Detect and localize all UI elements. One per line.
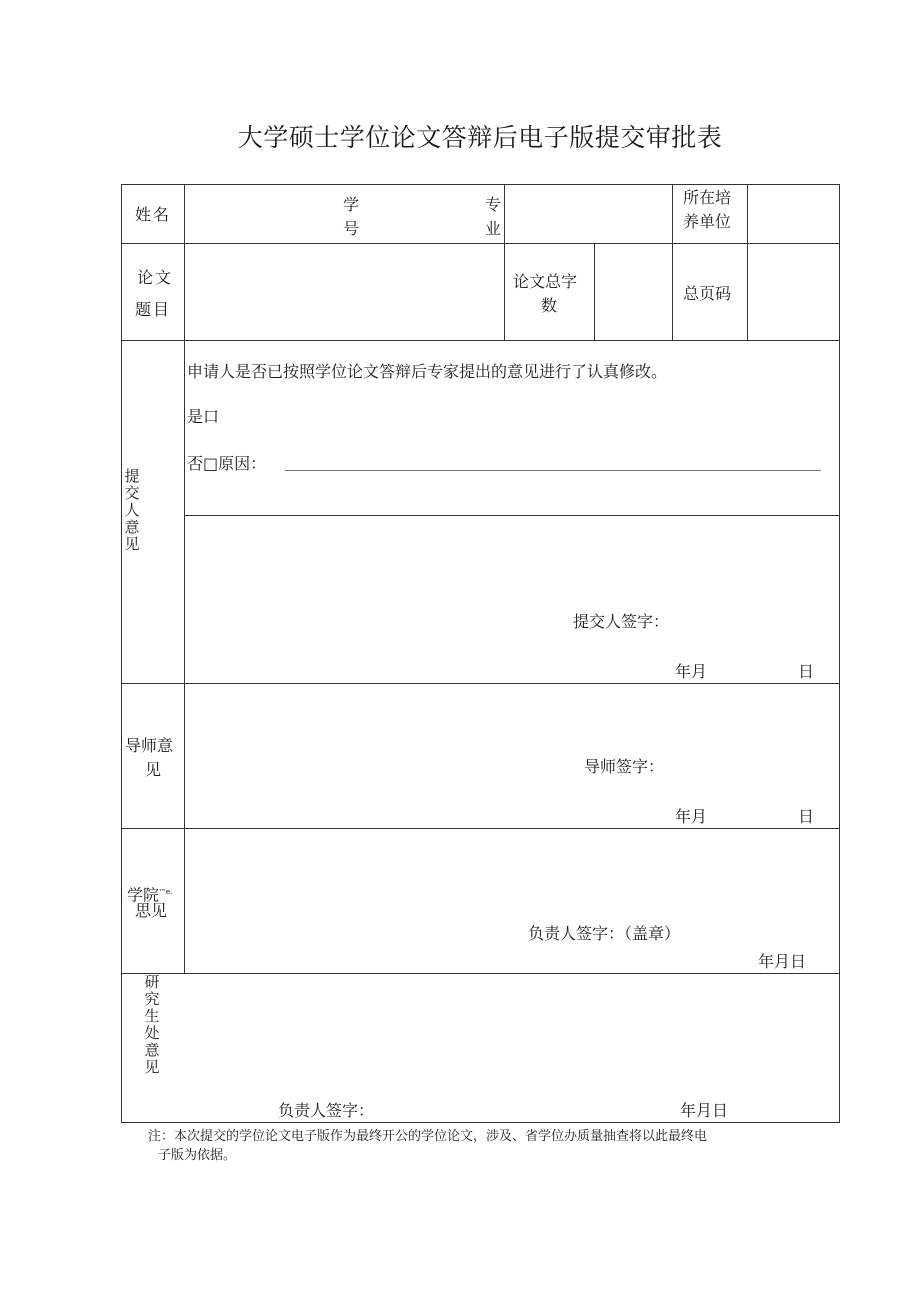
row-divider — [121, 340, 840, 341]
column-divider — [747, 184, 748, 340]
advisor-section-label-2: 见 — [145, 760, 162, 779]
table-border-top — [121, 184, 840, 185]
total-pages-label: 总页码 — [683, 284, 732, 303]
college-section-label-2: 思见 — [135, 901, 168, 920]
student-id-label-1: 学 — [343, 195, 360, 214]
graduate-office-signature-label: 负责人签字： — [278, 1101, 375, 1120]
label-char: 意 — [144, 1041, 160, 1059]
yes-option[interactable]: 是口 — [187, 407, 220, 426]
footnote-line-1: 注：本次提交的学位论文电子版作为最终开公的学位论文，涉及、省学位办质量抽查将以此最终电 — [148, 1129, 708, 1144]
row-divider — [184, 515, 840, 516]
advisor-date-year-month: 年月 — [675, 807, 708, 826]
graduate-office-date: 年月日 — [680, 1101, 729, 1120]
label-char: 见 — [124, 535, 140, 553]
name-label: 姓名 — [135, 205, 172, 224]
row-divider — [121, 243, 840, 244]
submitter-signature-label: 提交人签字： — [573, 612, 670, 631]
training-unit-label-1: 所在培 — [683, 188, 732, 207]
label-char: 人 — [124, 501, 140, 519]
advisor-section-label-1: 导师意 — [125, 736, 174, 755]
revision-question: 申请人是否已按照学位论文答辩后专家提出的意见进行了认真修改。 — [187, 362, 668, 381]
college-label-small-text: ™e. — [159, 888, 173, 896]
no-option[interactable]: 否□原因： — [187, 454, 267, 473]
row-divider — [121, 973, 840, 974]
label-char: 究 — [144, 990, 160, 1008]
table-border-bottom — [121, 1122, 840, 1123]
college-label-text: 学院 — [127, 885, 160, 905]
page-title: 大学硕士学位论文答辩后电子版提交审批表 — [237, 123, 723, 152]
training-unit-label-2: 养单位 — [683, 212, 732, 231]
label-char: 见 — [144, 1058, 160, 1076]
row-divider — [121, 828, 840, 829]
column-divider — [504, 184, 505, 340]
major-label-1: 专 — [485, 195, 502, 214]
table-border-left — [121, 184, 122, 1123]
column-divider — [184, 184, 185, 973]
thesis-title-label-1: 论文 — [137, 268, 174, 287]
graduate-office-section-label — [143, 974, 161, 1076]
label-char: 生 — [144, 1007, 160, 1025]
advisor-signature-label: 导师签字： — [584, 757, 665, 776]
column-divider — [594, 243, 595, 340]
reason-input-line[interactable] — [285, 470, 821, 471]
college-signature-label: 负责人签字：（盖章） — [528, 924, 681, 943]
row-divider — [121, 683, 840, 684]
submitter-date-year-month: 年月 — [675, 662, 708, 681]
table-border-right — [839, 184, 840, 1123]
label-char: 研 — [144, 973, 160, 991]
student-id-label-2: 号 — [343, 219, 360, 238]
submitter-date-day: 日 — [798, 662, 815, 681]
footnote-line-2: 子版为依据。 — [158, 1148, 237, 1163]
label-char: 处 — [144, 1024, 160, 1042]
label-char: 交 — [124, 484, 140, 502]
label-char: 意 — [124, 518, 140, 536]
submitter-section-label — [123, 468, 141, 553]
column-divider — [672, 184, 673, 340]
word-count-label-1: 论文总字 — [513, 272, 578, 291]
label-char: 提 — [124, 467, 140, 485]
college-date: 年月日 — [758, 952, 807, 971]
major-label-2: 业 — [485, 219, 502, 238]
thesis-title-label-2: 题目 — [135, 300, 172, 319]
advisor-date-day: 日 — [798, 807, 815, 826]
word-count-label-2: 数 — [541, 296, 558, 315]
